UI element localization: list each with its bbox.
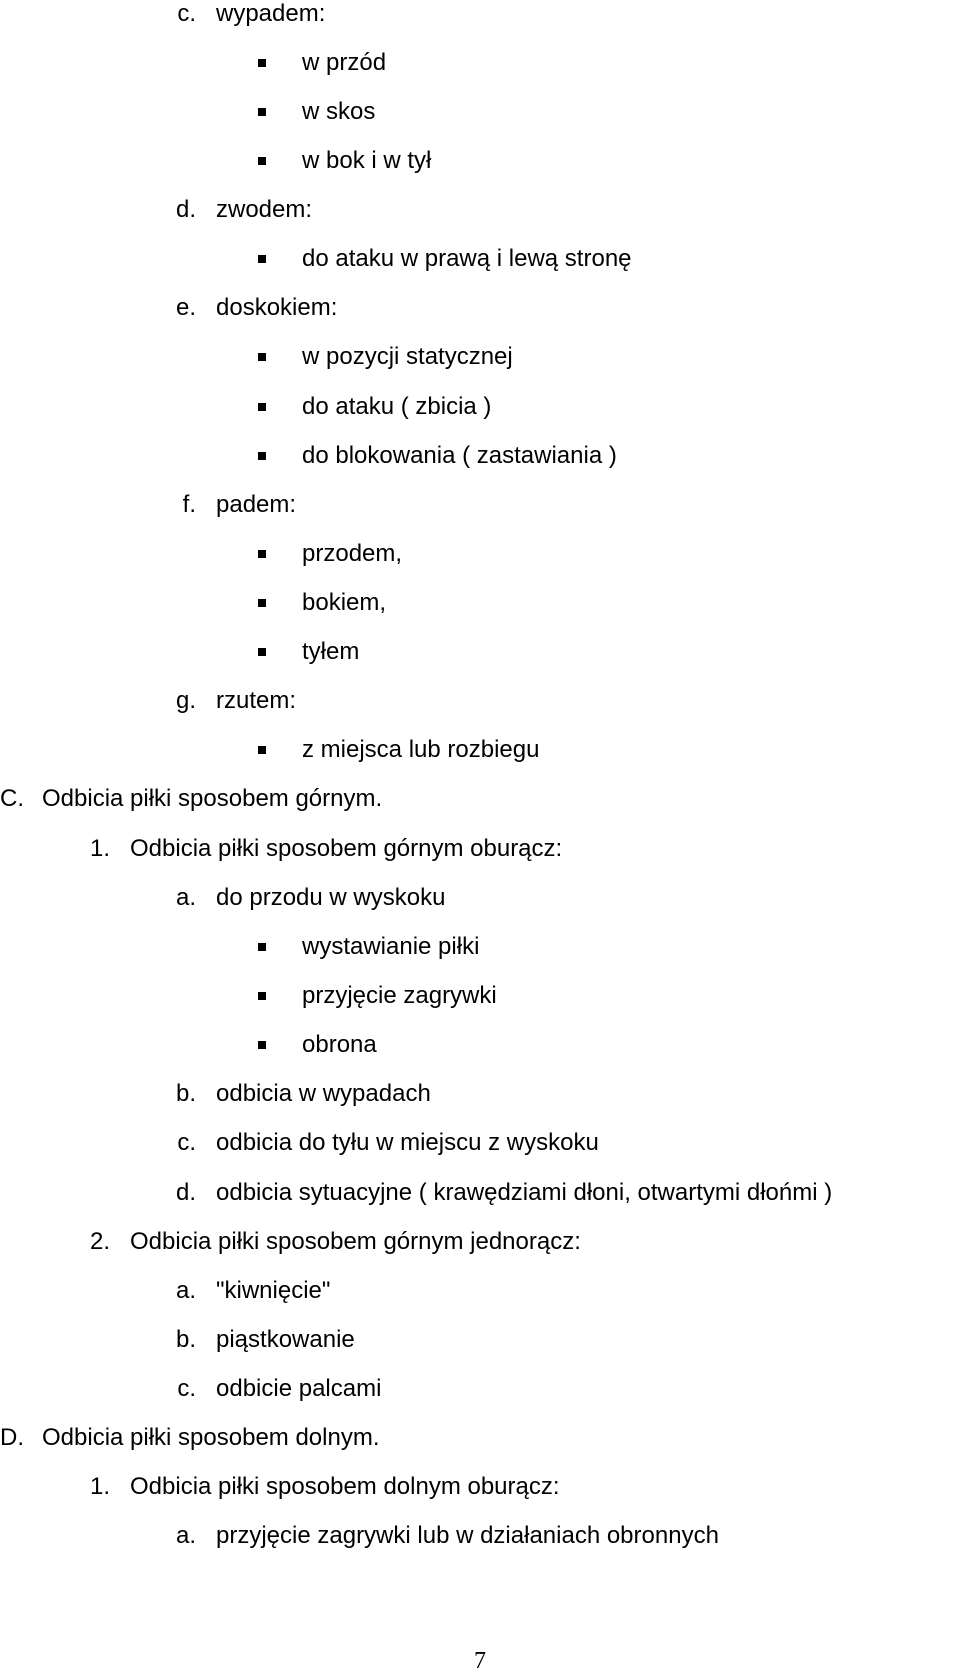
bullet-item-text: do ataku w prawą i lewą stronę	[302, 245, 632, 272]
square-bullet-icon	[258, 353, 266, 361]
square-bullet-icon	[258, 108, 266, 116]
list-item-text: "kiwnięcie"	[216, 1277, 331, 1304]
bullet-item-text: tyłem	[302, 638, 360, 665]
bullet-item-text: przodem,	[302, 540, 403, 567]
number-marker: 1.	[89, 1473, 110, 1500]
list-item-text: padem:	[216, 491, 297, 518]
number-marker: 2.	[89, 1228, 110, 1255]
section-marker: C.	[0, 785, 24, 812]
list-item-text: wypadem:	[216, 0, 326, 27]
section-heading-text: Odbicia piłki sposobem górnym.	[42, 785, 383, 812]
list-marker: b.	[175, 1080, 196, 1107]
list-item-text: zwodem:	[216, 196, 313, 223]
section-marker: D.	[0, 1424, 24, 1451]
list-item-text: do przodu w wyskoku	[216, 884, 446, 911]
bullet-item-text: w przód	[302, 49, 387, 76]
bullet-item-text: z miejsca lub rozbiegu	[302, 736, 540, 763]
list-marker: c.	[177, 1129, 196, 1156]
list-marker: e.	[175, 294, 196, 321]
list-item-text: przyjęcie zagrywki lub w działaniach obronnych	[216, 1522, 719, 1549]
bullet-item-text: wystawianie piłki	[302, 933, 480, 960]
list-marker: a.	[175, 1277, 196, 1304]
list-item-text: odbicia w wypadach	[216, 1080, 431, 1107]
list-item-text: odbicie palcami	[216, 1375, 382, 1402]
list-marker: d.	[175, 1179, 196, 1206]
list-item-text: piąstkowanie	[216, 1326, 355, 1353]
bullet-item-text: w skos	[302, 98, 376, 125]
square-bullet-icon	[258, 550, 266, 558]
bullet-item-text: bokiem,	[302, 589, 387, 616]
list-marker: d.	[175, 196, 196, 223]
square-bullet-icon	[258, 648, 266, 656]
square-bullet-icon	[258, 403, 266, 411]
list-item-text: odbicia sytuacyjne ( krawędziami dłoni, otwartymi dłońmi )	[216, 1179, 833, 1206]
bullet-item-text: obrona	[302, 1031, 377, 1058]
numbered-item-text: Odbicia piłki sposobem górnym oburącz:	[130, 835, 563, 862]
list-marker: b.	[175, 1326, 196, 1353]
list-marker: g.	[175, 687, 196, 714]
square-bullet-icon	[258, 992, 266, 1000]
list-item-text: odbicia do tyłu w miejscu z wyskoku	[216, 1129, 599, 1156]
bullet-item-text: do ataku ( zbicia )	[302, 393, 492, 420]
square-bullet-icon	[258, 255, 266, 263]
bullet-item-text: przyjęcie zagrywki	[302, 982, 497, 1009]
numbered-item-text: Odbicia piłki sposobem górnym jednorącz:	[130, 1228, 581, 1255]
square-bullet-icon	[258, 599, 266, 607]
list-marker: a.	[175, 1522, 196, 1549]
list-item-text: rzutem:	[216, 687, 297, 714]
page-number: 7	[474, 1648, 486, 1674]
square-bullet-icon	[258, 59, 266, 67]
list-item-text: doskokiem:	[216, 294, 338, 321]
square-bullet-icon	[258, 1041, 266, 1049]
number-marker: 1.	[89, 835, 110, 862]
square-bullet-icon	[258, 157, 266, 165]
square-bullet-icon	[258, 943, 266, 951]
bullet-item-text: do blokowania ( zastawiania )	[302, 442, 617, 469]
bullet-item-text: w bok i w tył	[302, 147, 432, 174]
list-marker: c.	[177, 0, 196, 27]
section-heading-text: Odbicia piłki sposobem dolnym.	[42, 1424, 380, 1451]
square-bullet-icon	[258, 452, 266, 460]
list-marker: f.	[182, 491, 196, 518]
square-bullet-icon	[258, 746, 266, 754]
bullet-item-text: w pozycji statycznej	[302, 343, 513, 370]
list-marker: a.	[175, 884, 196, 911]
list-marker: c.	[177, 1375, 196, 1402]
numbered-item-text: Odbicia piłki sposobem dolnym oburącz:	[130, 1473, 560, 1500]
